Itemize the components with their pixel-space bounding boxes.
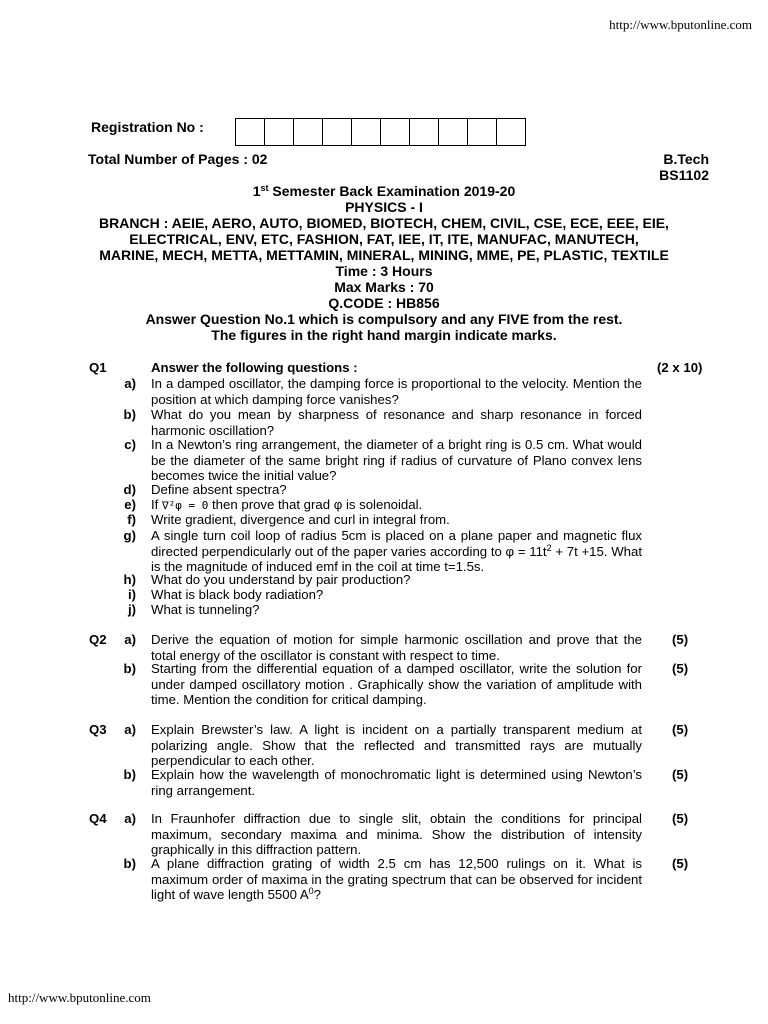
question-text: Write gradient, divergence and curl in integral from. [151,512,450,527]
question-text: What do you mean by sharpness of resonance and sharp resonance in forced harmonic oscillation? [151,407,642,438]
subject-title: PHYSICS - I [345,199,423,215]
question-marks: (5) [672,661,689,676]
registration-box [235,118,265,146]
branch-line-1: BRANCH : AEIE, AERO, AUTO, BIOMED, BIOTECH, CHEM, CIVIL, CSE, ECE, EEE, EIE, [99,215,669,231]
sub-label: f) [127,512,136,527]
registration-box [264,118,294,146]
total-pages: Total Number of Pages : 02 [88,151,268,167]
sub-label: i) [127,587,136,602]
question-text: Starting from the differential equation of a damped oscillator, write the solution for under damped oscillatory motion . Graphically show the variation of amplitude with time. Mention the condition for critical damping. [151,661,642,707]
registration-box [322,118,352,146]
subject-code: BS1102 [659,167,709,183]
registration-box [496,118,526,146]
question-text: In Fraunhofer diffraction due to single slit, obtain the conditions for principal maximum, secondary maxima and minima. Show the distribution of intensity graphically in this diffraction pattern. [151,811,642,857]
question-marks: (2 x 10) [657,360,703,375]
registration-box [467,118,497,146]
question-marks: (5) [672,722,689,737]
registration-boxes [235,118,526,146]
header-url: http://www.bputonline.com [609,17,752,32]
sub-label: d) [123,482,136,497]
registration-box [409,118,439,146]
question-text: What do you understand by pair production? [151,572,411,587]
sub-label: j) [127,602,136,617]
question-marks: (5) [672,767,689,782]
instruction-2: The figures in the right hand margin indicate marks. [211,327,557,343]
question-text: Derive the equation of motion for simple harmonic oscillation and prove that the total energy of the oscillator is constant with respect to time. [151,632,642,663]
question-text: Explain Brewster’s law. A light is incident on a partially transparent medium at polarizing angle. Show that the reflected and transmitted rays are mutually perpendicular to each other. [151,722,642,768]
question-code: Q.CODE : HB856 [328,295,440,311]
max-marks: Max Marks : 70 [334,279,434,295]
question-title: Answer the following questions : [151,360,358,375]
question-text: What is tunneling? [151,602,260,617]
question-marks: (5) [672,856,689,871]
registration-box [351,118,381,146]
question-marks: (5) [672,632,689,647]
question-number: Q2 [89,632,107,647]
question-marks: (5) [672,811,689,826]
footer-url: http://www.bputonline.com [8,990,151,1005]
sub-label: b) [123,661,136,676]
question-text: In a damped oscillator, the damping force is proportional to the velocity. Mention the position at which damping force vanishes? [151,376,642,407]
sub-label: a) [124,632,136,647]
sub-label: a) [124,376,136,391]
branch-line-3: MARINE, MECH, METTA, METTAMIN, MINERAL, MINING, MME, PE, PLASTIC, TEXTILE [99,247,669,263]
semester-line: 1st Semester Back Examination 2019-20 [252,183,516,199]
sub-label: a) [124,722,136,737]
registration-box [380,118,410,146]
question-text: In a Newton’s ring arrangement, the diameter of a bright ring is 0.5 cm. What would be the diameter of the same bright ring if radius of curvature of Plano convex lens becomes twice the initial value? [151,437,642,483]
question-number: Q4 [89,811,107,826]
instruction-1: Answer Question No.1 which is compulsory and any FIVE from the rest. [145,311,623,327]
question-text: If ∇²φ = 0 then prove that grad φ is solenoidal. [151,497,423,512]
registration-box [293,118,323,146]
course: B.Tech [663,151,709,167]
sub-label: b) [123,407,136,422]
sub-label: b) [123,767,136,782]
branch-line-2: ELECTRICAL, ENV, ETC, FASHION, FAT, IEE, IT, ITE, MANUFAC, MANUTECH, [129,231,639,247]
sub-label: h) [123,572,136,587]
question-number: Q1 [89,360,107,375]
sub-label: e) [124,497,136,512]
exam-header [80,183,688,343]
registration-label: Registration No : [91,119,204,135]
question-number: Q3 [89,722,107,737]
question-text: A plane diffraction grating of width 2.5 cm has 12,500 rulings on it. What is maximum order of maxima in the grating spectrum that can be observed for incident light of wave length 5500 $A^0$? [151,856,642,902]
exam-time: Time : 3 Hours [335,263,433,279]
math-expression: ∇²φ = 0 [162,499,209,512]
sub-label: b) [123,856,136,871]
question-text: Explain how the wavelength of monochromatic light is determined using Newton’s ring arrangement. [151,767,642,798]
question-text: A single turn coil loop of radius 5cm is placed on a plane paper and magnetic flux directed perpendicularly out of the paper varies according to $\varphi = 11t^2 + 7t +15$. What is the magnitude of induced emf in the coil at time t=1.5s. [151,528,642,574]
question-text: Define absent spectra? [151,482,287,497]
sub-label: g) [123,528,136,543]
registration-box [438,118,468,146]
sub-label: c) [124,437,136,452]
question-text: What is black body radiation? [151,587,324,602]
sub-label: a) [124,811,136,826]
